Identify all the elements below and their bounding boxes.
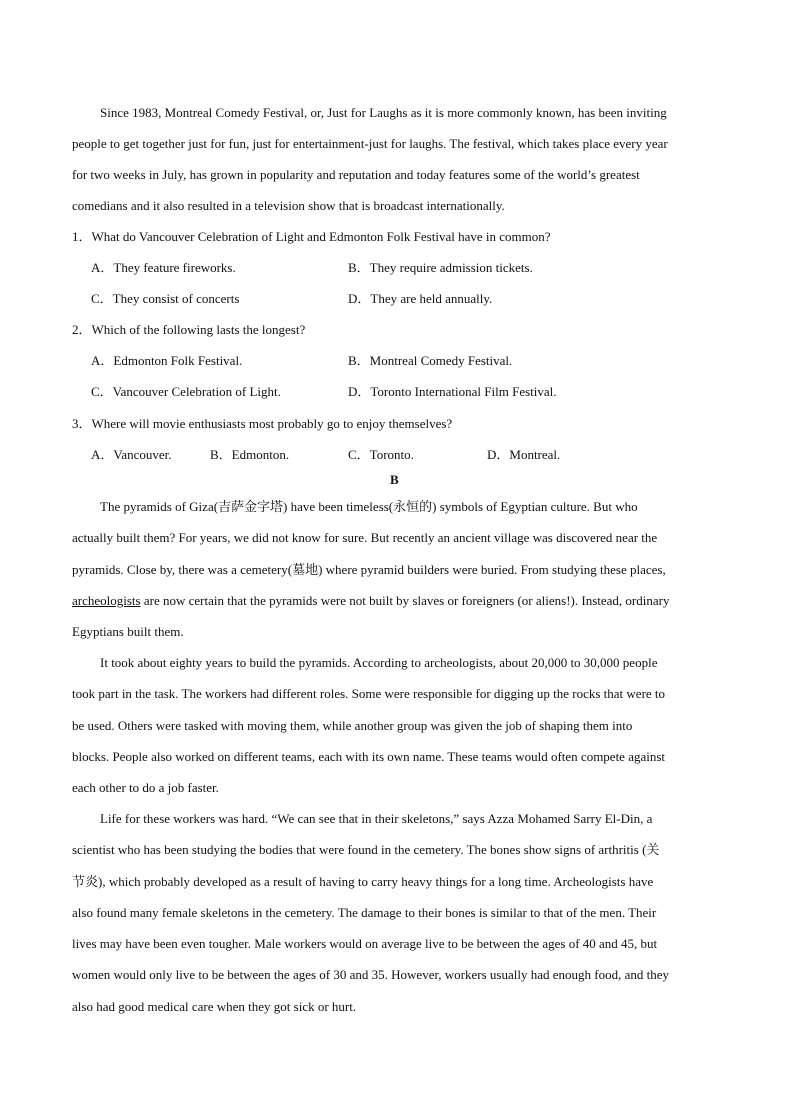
passage-b-line: The pyramids of Giza(吉萨金字塔) have been timeless(永恒的) symbols of Egyptian culture. But who bbox=[100, 499, 638, 514]
answer-option: B．Montreal Comedy Festival. bbox=[348, 353, 513, 368]
passage-b-line bbox=[72, 593, 669, 609]
answer-option: A．They feature fireworks. bbox=[91, 260, 236, 275]
answer-option: D．They are held annually. bbox=[348, 291, 493, 306]
passage-a-line: people to get together just for fun, just for entertainment-just for laughs. The festival, which takes place every year bbox=[72, 136, 668, 151]
passage-b-line: Egyptians built them. bbox=[72, 624, 184, 639]
answer-option: B．They require admission tickets. bbox=[348, 260, 533, 275]
answer-option: C．Vancouver Celebration of Light. bbox=[91, 384, 281, 399]
passage-b-line: also had good medical care when they got sick or hurt. bbox=[72, 999, 357, 1014]
passage-a-line: for two weeks in July, has grown in popularity and reputation and today features some of the world’s greatest bbox=[72, 167, 640, 182]
passage-b-line: Life for these workers was hard. “We can see that in their skeletons,” says Azza Mohamed Sarry El-Din, a bbox=[100, 811, 653, 826]
passage-a-line: Since 1983, Montreal Comedy Festival, or, Just for Laughs as it is more commonly known, has been inviting bbox=[100, 105, 667, 120]
passage-b-line: took part in the task. The workers had different roles. Some were responsible for digging up the rocks that were to bbox=[72, 686, 666, 701]
section-heading: B bbox=[390, 472, 399, 487]
passage-b-line: pyramids. Close by, there was a cemetery(墓地) where pyramid builders were buried. From studying these places, bbox=[72, 562, 666, 577]
passage-b-line: scientist who has been studying the bodies that were found in the cemetery. The bones show signs of arthritis (关 bbox=[72, 842, 660, 857]
question-stem: 1．What do Vancouver Celebration of Light and Edmonton Folk Festival have in common? bbox=[72, 229, 551, 244]
answer-option: C．They consist of concerts bbox=[91, 291, 240, 306]
answer-option: A．Edmonton Folk Festival. bbox=[91, 353, 243, 368]
underlined-word: archeologists bbox=[72, 593, 141, 608]
answer-option: C．Toronto. bbox=[348, 447, 414, 462]
passage-b-line: lives may have been even tougher. Male workers would on average live to be between the ages of 40 and 45, but bbox=[72, 936, 658, 951]
passage-b-line: It took about eighty years to build the pyramids. According to archeologists, about 20,000 to 30,000 people bbox=[100, 655, 658, 670]
passage-b-line: actually built them? For years, we did not know for sure. But recently an ancient village was discovered near the bbox=[72, 530, 658, 545]
passage-b-line: also found many female skeletons in the cemetery. The damage to their bones is similar to that of the men. Their bbox=[72, 905, 657, 920]
answer-option: D．Montreal. bbox=[487, 447, 561, 462]
question-stem: 2．Which of the following lasts the longest? bbox=[72, 322, 306, 337]
passage-b-line: blocks. People also worked on different teams, each with its own name. These teams would often compete against bbox=[72, 749, 666, 764]
answer-option: D．Toronto International Film Festival. bbox=[348, 384, 557, 399]
passage-a-line: comedians and it also resulted in a television show that is broadcast internationally. bbox=[72, 198, 505, 213]
passage-b-line: each other to do a job faster. bbox=[72, 780, 219, 795]
answer-option: B．Edmonton. bbox=[210, 447, 290, 462]
line-text: are now certain that the pyramids were not built by slaves or foreigners (or aliens!). Instead, ordinary bbox=[143, 593, 670, 608]
passage-b-line: be used. Others were tasked with moving them, while another group was given the job of shaping them into bbox=[72, 718, 633, 733]
question-stem: 3．Where will movie enthusiasts most probably go to enjoy themselves? bbox=[72, 416, 453, 431]
passage-b-line: women would only live to be between the ages of 30 and 35. However, workers usually had enough food, and they bbox=[72, 967, 669, 982]
passage-b-line: 节炎), which probably developed as a result of having to carry heavy things for a long time. Archeologists have bbox=[72, 874, 654, 889]
answer-option: A．Vancouver. bbox=[91, 447, 172, 462]
